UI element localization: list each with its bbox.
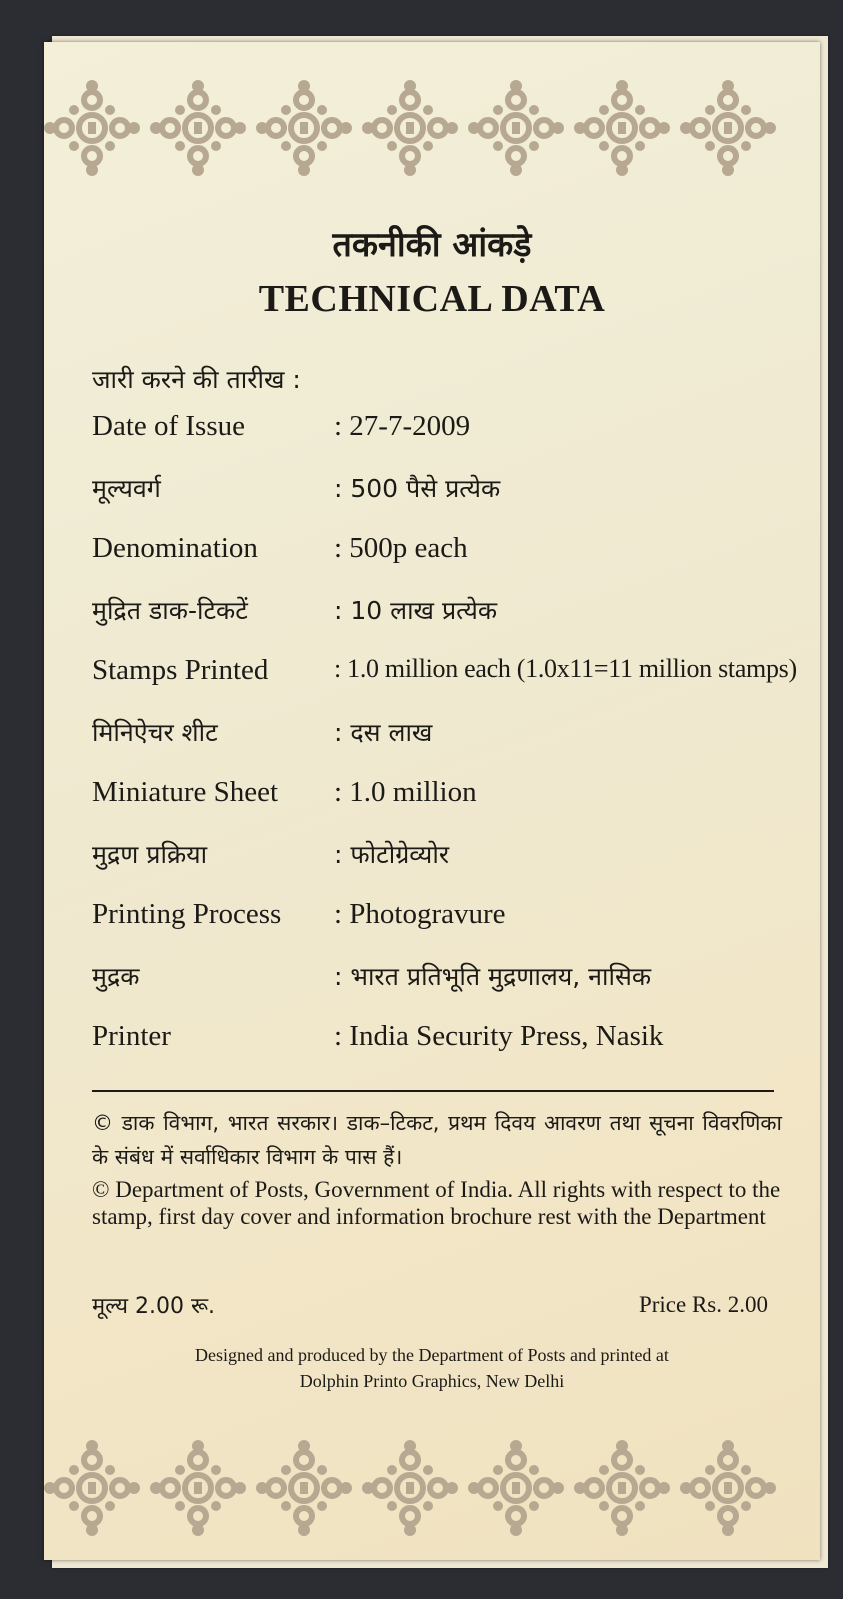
- floral-motif-icon: [256, 78, 352, 178]
- floral-motif-icon: [362, 78, 458, 178]
- row-value: : 500p each: [334, 532, 468, 564]
- technical-data-list: [92, 410, 812, 1081]
- floral-motif-icon: [44, 78, 140, 178]
- top-floral-border: [44, 78, 820, 178]
- row-value: : 500 पैसे प्रत्येक: [334, 474, 501, 503]
- price-english: Price Rs. 2.00: [638, 1292, 768, 1317]
- floral-motif-icon: [256, 1438, 352, 1538]
- bottom-floral-border: [44, 1438, 820, 1538]
- row-denomination-hindi: [92, 471, 812, 532]
- title-hindi: तकनीकी आंकड़े: [332, 225, 532, 265]
- row-label: Stamps Printed: [92, 654, 269, 686]
- floral-motif-icon: [574, 78, 670, 178]
- row-printer-hindi: [92, 959, 812, 1020]
- issue-date-label-hindi: जारी करने की तारीख :: [92, 365, 301, 394]
- row-value: : 1.0 million: [334, 776, 477, 808]
- divider-rule: [92, 1090, 774, 1092]
- row-label: Date of Issue: [92, 410, 246, 442]
- floral-motif-icon: [680, 1438, 776, 1538]
- floral-motif-icon: [150, 78, 246, 178]
- row-label: मुद्रक: [92, 962, 140, 991]
- credits: [44, 1342, 820, 1394]
- floral-motif-icon: [44, 1438, 140, 1538]
- credits-line-1: Designed and produced by the Department of Posts and printed at: [195, 1345, 669, 1365]
- title-english: TECHNICAL DATA: [258, 278, 606, 320]
- row-stamps-printed-hindi: [92, 593, 812, 654]
- row-label: मुद्रण प्रक्रिया: [92, 840, 208, 869]
- row-printing-process: [92, 898, 812, 959]
- price-hindi: मूल्य 2.00 रू.: [92, 1294, 216, 1319]
- row-value: : दस लाख: [334, 718, 433, 747]
- row-printer: [92, 1020, 812, 1081]
- floral-motif-icon: [362, 1438, 458, 1538]
- floral-motif-icon: [574, 1438, 670, 1538]
- floral-motif-icon: [468, 1438, 564, 1538]
- row-date-of-issue: [92, 410, 812, 471]
- row-label: मूल्यवर्ग: [92, 474, 161, 503]
- row-value: : भारत प्रतिभूति मुद्रणालय, नासिक: [334, 962, 652, 991]
- row-printing-process-hindi: [92, 837, 812, 898]
- row-label: Printing Process: [92, 898, 282, 930]
- row-value: : 27-7-2009: [334, 410, 471, 442]
- row-stamps-printed: [92, 654, 812, 715]
- row-value: : 1.0 million each (1.0x11=11 million stamps): [334, 654, 797, 683]
- brochure-page: [44, 42, 820, 1560]
- row-miniature-sheet: [92, 776, 812, 837]
- row-denomination: [92, 532, 812, 593]
- row-miniature-sheet-hindi: [92, 715, 812, 776]
- row-label: मुद्रित डाक-टिकटें: [92, 596, 248, 625]
- row-value: : 10 लाख प्रत्येक: [334, 596, 498, 625]
- floral-motif-icon: [680, 78, 776, 178]
- row-value: : India Security Press, Nasik: [334, 1020, 664, 1052]
- row-label: Denomination: [92, 532, 258, 564]
- row-label: मिनिऐचर शीट: [92, 718, 218, 747]
- row-label: Printer: [92, 1020, 171, 1052]
- copyright-hindi: © डाक विभाग, भारत सरकार। डाक–टिकट, प्रथम दिवय आवरण तथा सूचना विवरणिका के संबंध में सर्वाधिकार विभाग के पास हैं।: [92, 1111, 782, 1169]
- floral-motif-icon: [150, 1438, 246, 1538]
- row-value: : फोटोग्रेव्योर: [334, 840, 450, 869]
- row-value: : Photogravure: [334, 898, 506, 930]
- credits-line-2: Dolphin Printo Graphics, New Delhi: [299, 1371, 565, 1391]
- row-label: Miniature Sheet: [92, 776, 279, 808]
- floral-motif-icon: [468, 78, 564, 178]
- copyright-english: © Department of Posts, Government of India. All rights with respect to the stamp, first day cover and information brochure rest with the Department: [92, 1177, 781, 1229]
